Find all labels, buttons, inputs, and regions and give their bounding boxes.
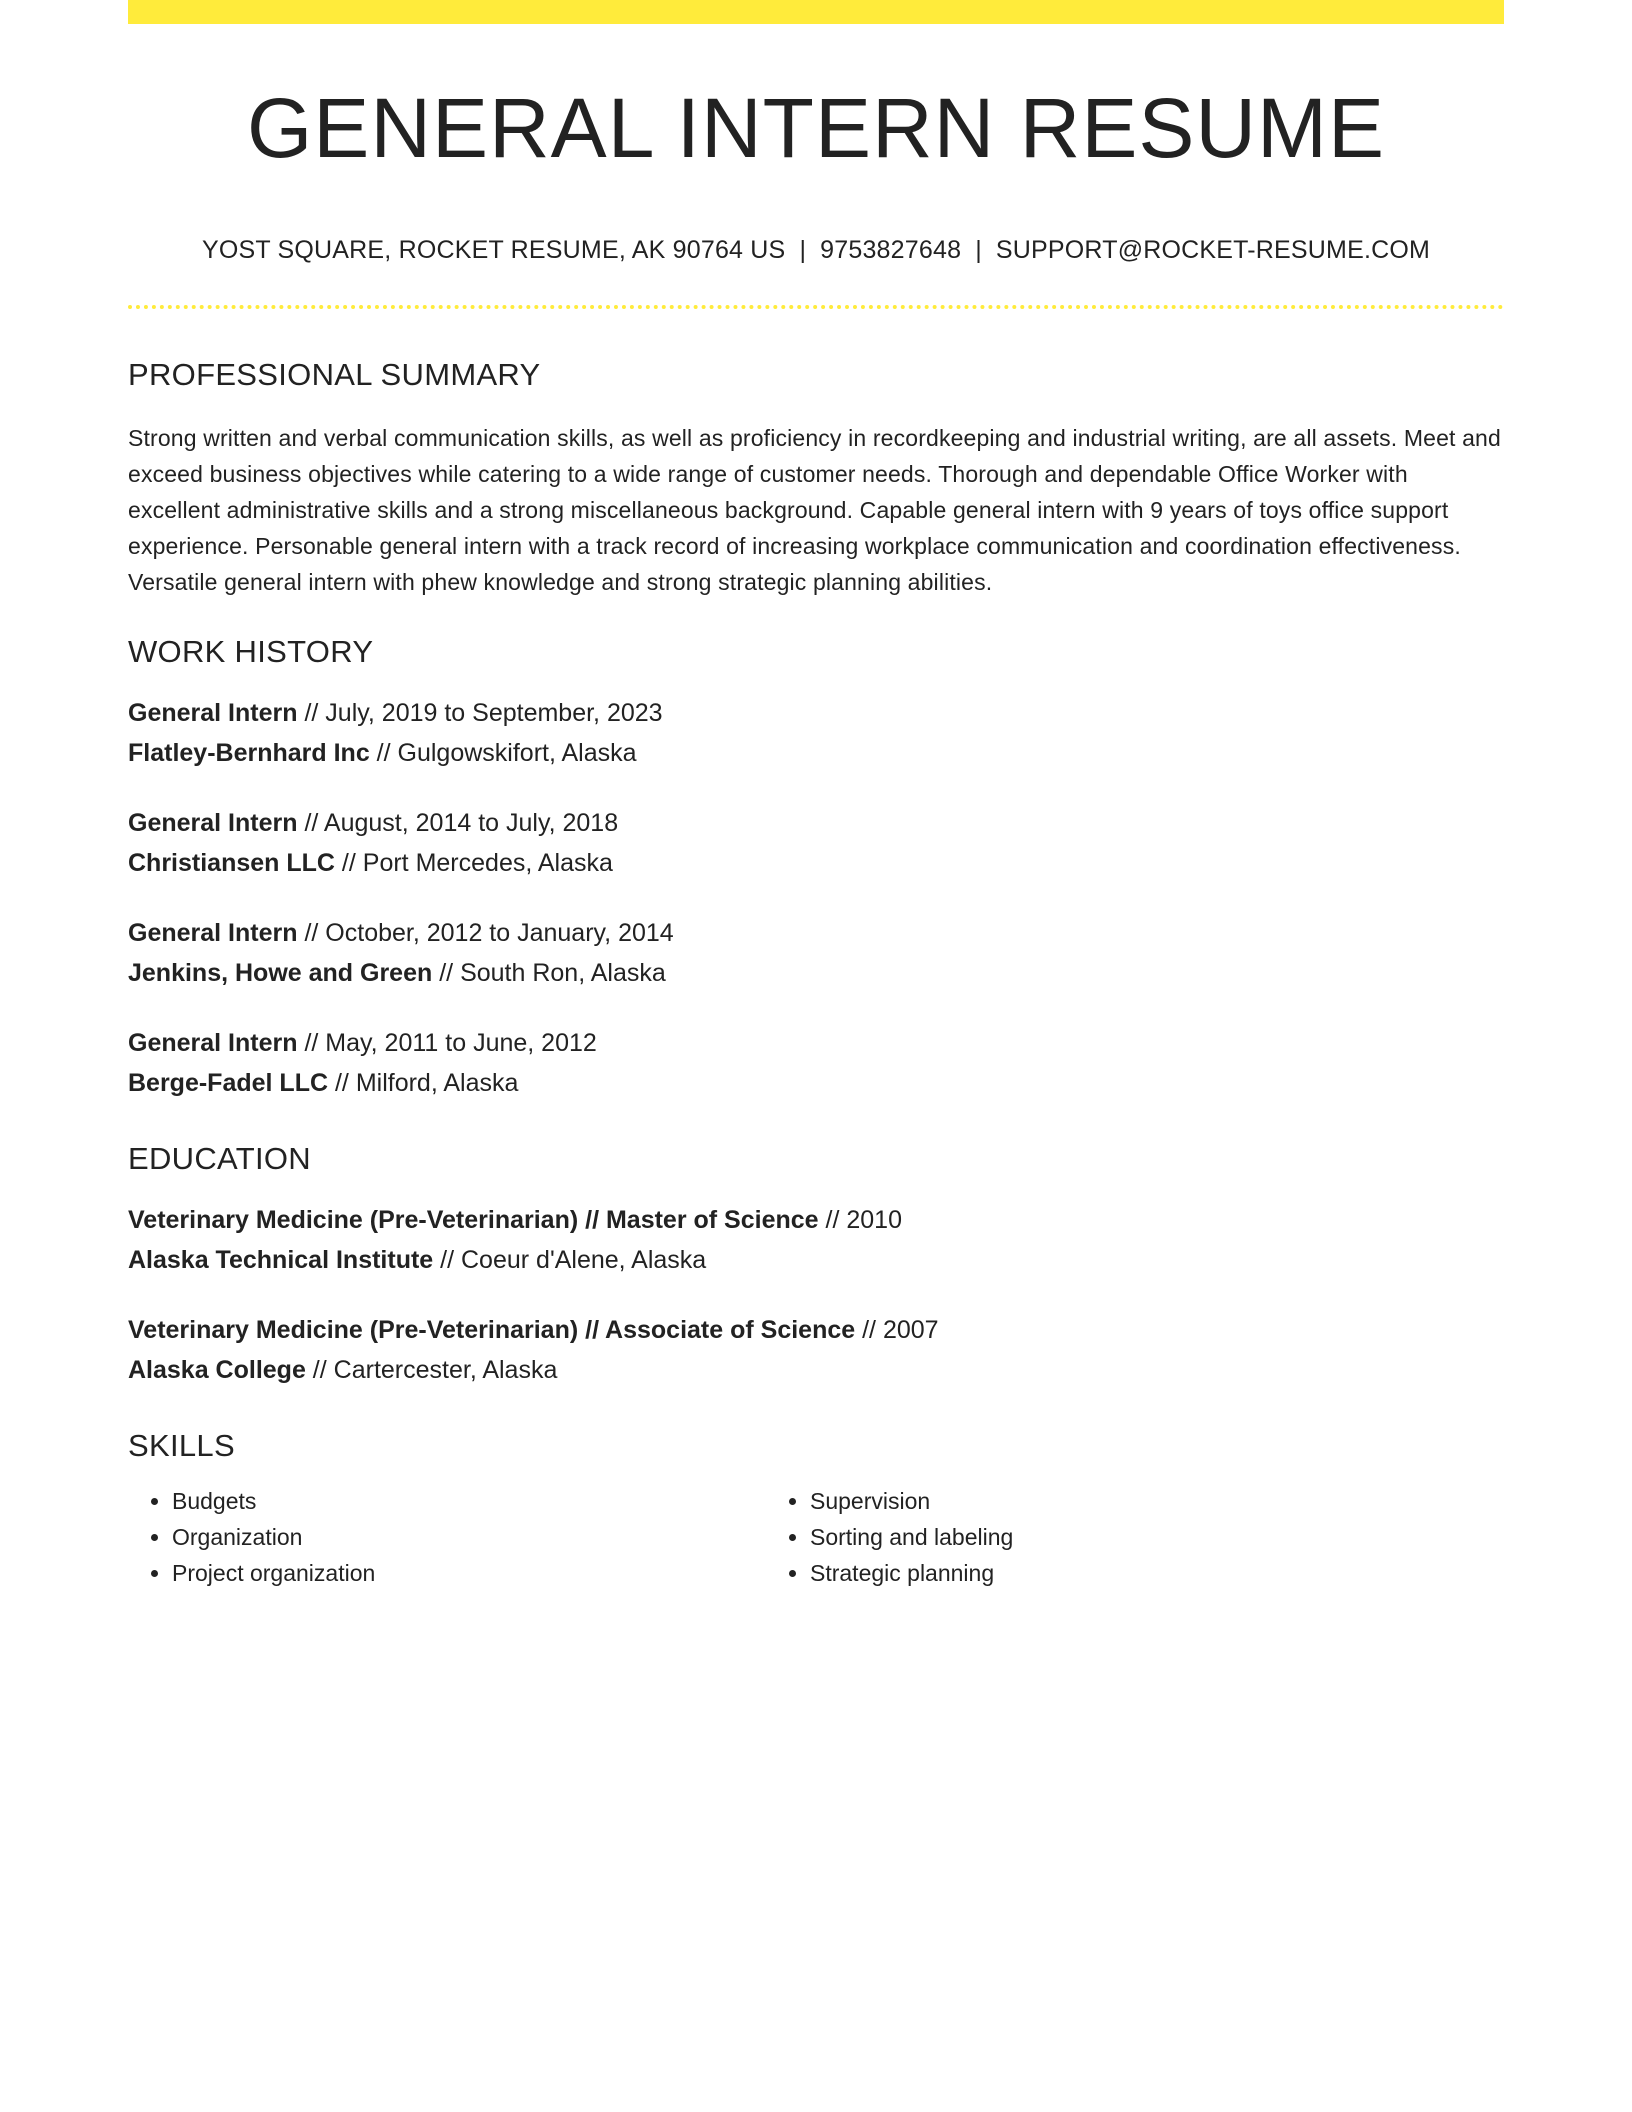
skill-item: • Sorting and labeling: [810, 1519, 1392, 1555]
work-entry: [128, 1023, 1504, 1103]
work-entry-header: General Intern // May, 2011 to June, 2012: [128, 1029, 597, 1057]
job-dates: October, 2012 to January, 2014: [325, 919, 674, 947]
skill-item: • Project organization: [172, 1555, 760, 1591]
skills-column-right: [760, 1483, 1392, 1591]
school-name: Alaska Technical Institute: [128, 1246, 434, 1274]
job-dates: July, 2019 to September, 2023: [325, 699, 663, 727]
company-name: Berge-Fadel LLC: [128, 1069, 329, 1097]
job-dates: May, 2011 to June, 2012: [325, 1029, 597, 1057]
work-entry-company: Berge-Fadel LLC // Milford, Alaska: [128, 1069, 519, 1097]
work-entry-header: General Intern // October, 2012 to January, 2014: [128, 919, 674, 947]
resume-page: [128, 0, 1504, 1591]
summary-text: Strong written and verbal communication skills, as well as proficiency in recordkeeping and industrial writing, are all assets. Meet and exceed business objectives while catering to a wide range of customer needs. Thorough and dependable Office Worker with excellent administrative skills and a strong miscellaneous background. Capable general intern with 9 years of toys office support experience. Personable general intern with a track record of increasing workplace communication and coordination effectiveness. Versatile general intern with phew knowledge and strong strategic planning abilities.: [128, 425, 1501, 595]
work-entry: [128, 803, 1504, 883]
job-role: General Intern: [128, 1029, 298, 1057]
company-location: South Ron, Alaska: [460, 959, 666, 987]
work-entry-header: General Intern // August, 2014 to July, 2018: [128, 809, 619, 837]
section-title-work-history: WORK HISTORY: [128, 634, 374, 669]
section-title-skills: SKILLS: [128, 1428, 235, 1463]
contact-email: SUPPORT@ROCKET-RESUME.COM: [995, 236, 1431, 264]
job-role: General Intern: [128, 699, 298, 727]
skills-column-left: [128, 1483, 760, 1591]
work-entry-company: Flatley-Bernhard Inc // Gulgowskifort, Alaska: [128, 739, 637, 767]
degree-year: 2007: [882, 1316, 939, 1344]
resume-title: GENERAL INTERN RESUME: [246, 81, 1386, 175]
work-entry: [128, 693, 1504, 773]
work-entry-company: Christiansen LLC // Port Mercedes, Alaska: [128, 849, 613, 877]
education-entry-school: Alaska Technical Institute // Coeur d'Alene, Alaska: [128, 1246, 707, 1274]
education-entry: [128, 1200, 1504, 1280]
dotted-divider: [128, 305, 1504, 309]
job-role: General Intern: [128, 809, 298, 837]
contact-line: [128, 236, 1504, 265]
school-location: Coeur d'Alene, Alaska: [461, 1246, 707, 1274]
company-name: Christiansen LLC: [128, 849, 335, 877]
accent-top-bar: [128, 0, 1504, 24]
work-entry: [128, 913, 1504, 993]
school-name: Alaska College: [128, 1356, 306, 1384]
work-entry-header: General Intern // July, 2019 to September, 2023: [128, 699, 663, 727]
skill-item: • Supervision: [810, 1483, 1392, 1519]
job-dates: August, 2014 to July, 2018: [323, 809, 619, 837]
section-title-summary: PROFESSIONAL SUMMARY: [128, 357, 541, 392]
degree-name: Veterinary Medicine (Pre-Veterinarian) // Master of Science: [128, 1206, 819, 1234]
company-location: Milford, Alaska: [355, 1069, 519, 1097]
section-title-education: EDUCATION: [128, 1141, 311, 1176]
work-entry-company: Jenkins, Howe and Green // South Ron, Alaska: [128, 959, 666, 987]
degree-year: 2010: [846, 1206, 902, 1234]
skill-item: • Budgets: [172, 1483, 760, 1519]
education-entry: [128, 1310, 1504, 1390]
company-location: Gulgowskifort, Alaska: [397, 739, 637, 767]
contact-phone: 9753827648: [820, 236, 962, 264]
school-location: Cartercester, Alaska: [333, 1356, 558, 1384]
work-history-list: [128, 693, 1504, 1103]
contact-address: YOST SQUARE, ROCKET RESUME, AK 90764 US: [201, 236, 786, 264]
contact-separator: |: [975, 236, 982, 264]
education-list: [128, 1200, 1504, 1390]
education-entry-header: Veterinary Medicine (Pre-Veterinarian) // Master of Science // 2010: [128, 1206, 902, 1234]
company-location: Port Mercedes, Alaska: [362, 849, 613, 877]
skill-item: • Strategic planning: [810, 1555, 1392, 1591]
skill-item: • Organization: [172, 1519, 760, 1555]
education-entry-header: Veterinary Medicine (Pre-Veterinarian) // Associate of Science // 2007: [128, 1316, 939, 1344]
company-name: Flatley-Bernhard Inc: [128, 739, 370, 767]
company-name: Jenkins, Howe and Green: [128, 959, 433, 987]
job-role: General Intern: [128, 919, 298, 947]
degree-name: Veterinary Medicine (Pre-Veterinarian) // Associate of Science: [128, 1316, 856, 1344]
contact-separator: |: [799, 236, 807, 264]
skills-grid: [128, 1483, 1504, 1591]
education-entry-school: Alaska College // Cartercester, Alaska: [128, 1356, 558, 1384]
